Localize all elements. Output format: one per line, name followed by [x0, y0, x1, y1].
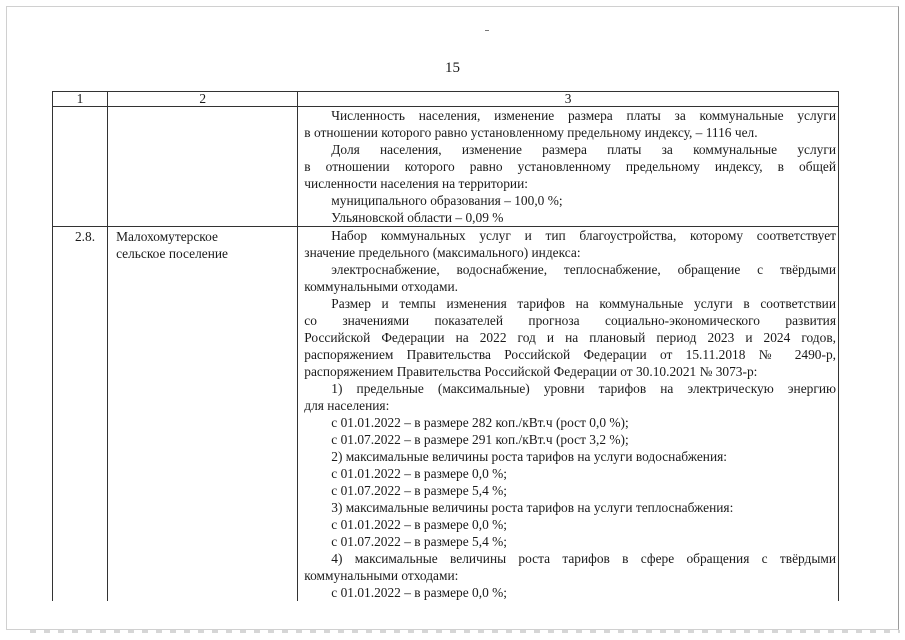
text-line: с 01.01.2022 – в размере 282 коп./кВт.ч (рост 0,0 %); — [331, 415, 629, 430]
text-line: Доля населения, изменение размера платы за коммунальные услуги — [331, 142, 836, 157]
text-line: Численность населения, изменение размера платы за коммунальные услуги — [331, 108, 836, 123]
row-number-cell: 2.8. — [53, 227, 108, 602]
column-header-3: 3 — [298, 92, 839, 107]
text-line: 3) максимальные величины роста тарифов на услуги теплоснабжения: — [331, 500, 734, 515]
text-line: Размер и темпы изменения тарифов на коммунальные услуги в соответствии — [331, 296, 836, 311]
column-header-2: 2 — [108, 92, 298, 107]
scan-edge-noise — [30, 630, 900, 633]
text-line: коммунальными отходами: — [304, 568, 459, 583]
text-line: 2) максимальные величины роста тарифов на услуги водоснабжения: — [331, 449, 728, 464]
row-content-cell — [298, 227, 839, 602]
text-line: значение предельного (максимального) индекса: — [304, 245, 581, 260]
text-line: со значениями показателей прогноза социально-экономического развития — [304, 313, 836, 328]
text-line: 4) максимальные величины роста тарифов в сфере обращения с твёрдыми — [331, 551, 836, 566]
text-line: Ульяновской области – 0,09 % — [331, 210, 504, 225]
text-line: Российской Федерации на 2022 год и на плановый период 2023 и 2024 годов, — [304, 330, 836, 345]
text-line: в отношении которого равно установленному предельному индексу, – 1116 чел. — [304, 125, 758, 140]
text-line: для населения: — [304, 398, 390, 413]
text-line: с 01.01.2022 – в размере 0,0 %; — [331, 585, 508, 600]
row-name-cell — [108, 107, 298, 227]
text-line: с 01.01.2022 – в размере 0,0 %; — [331, 466, 508, 481]
row-name-cell — [108, 227, 298, 602]
text-line: с 01.07.2022 – в размере 5,4 %; — [331, 483, 508, 498]
municipality-name-line: сельское поселение — [116, 246, 228, 261]
municipality-name-line: Малохомутерское — [116, 229, 218, 244]
text-line: с 01.07.2022 – в размере 291 коп./кВт.ч (рост 3,2 %); — [331, 432, 629, 447]
page-number: 15 — [445, 60, 460, 76]
row-content-cell — [298, 107, 839, 227]
table-row-continuation — [53, 107, 839, 227]
table-header-row — [53, 92, 839, 107]
text-line: муниципального образования – 100,0 %; — [331, 193, 563, 208]
text-line: с 01.01.2022 – в размере 0,0 %; — [331, 517, 508, 532]
text-line: распоряжением Правительства Российской Федерации от 30.10.2021 № 3073-р: — [304, 364, 758, 379]
column-header-1: 1 — [53, 92, 108, 107]
table-row-2-8 — [53, 227, 839, 602]
document-table — [52, 91, 839, 601]
text-line: численности населения на территории: — [304, 176, 528, 191]
text-line: 1) предельные (максимальные) уровни тарифов на электрическую энергию — [331, 381, 836, 396]
row-number-cell — [53, 107, 108, 227]
scan-mark — [485, 30, 489, 31]
text-line: распоряжением Правительства Российской Федерации от 15.11.2018 № 2490-р, — [304, 347, 836, 362]
text-line: электроснабжение, водоснабжение, теплоснабжение, обращение с твёрдыми — [331, 262, 836, 277]
text-line: с 01.07.2022 – в размере 5,4 %; — [331, 534, 508, 549]
text-line: в отношении которого равно установленному предельному индексу, в общей — [304, 159, 836, 174]
text-line: коммунальными отходами. — [304, 279, 458, 294]
text-line: Набор коммунальных услуг и тип благоустройства, которому соответствует — [331, 228, 836, 243]
